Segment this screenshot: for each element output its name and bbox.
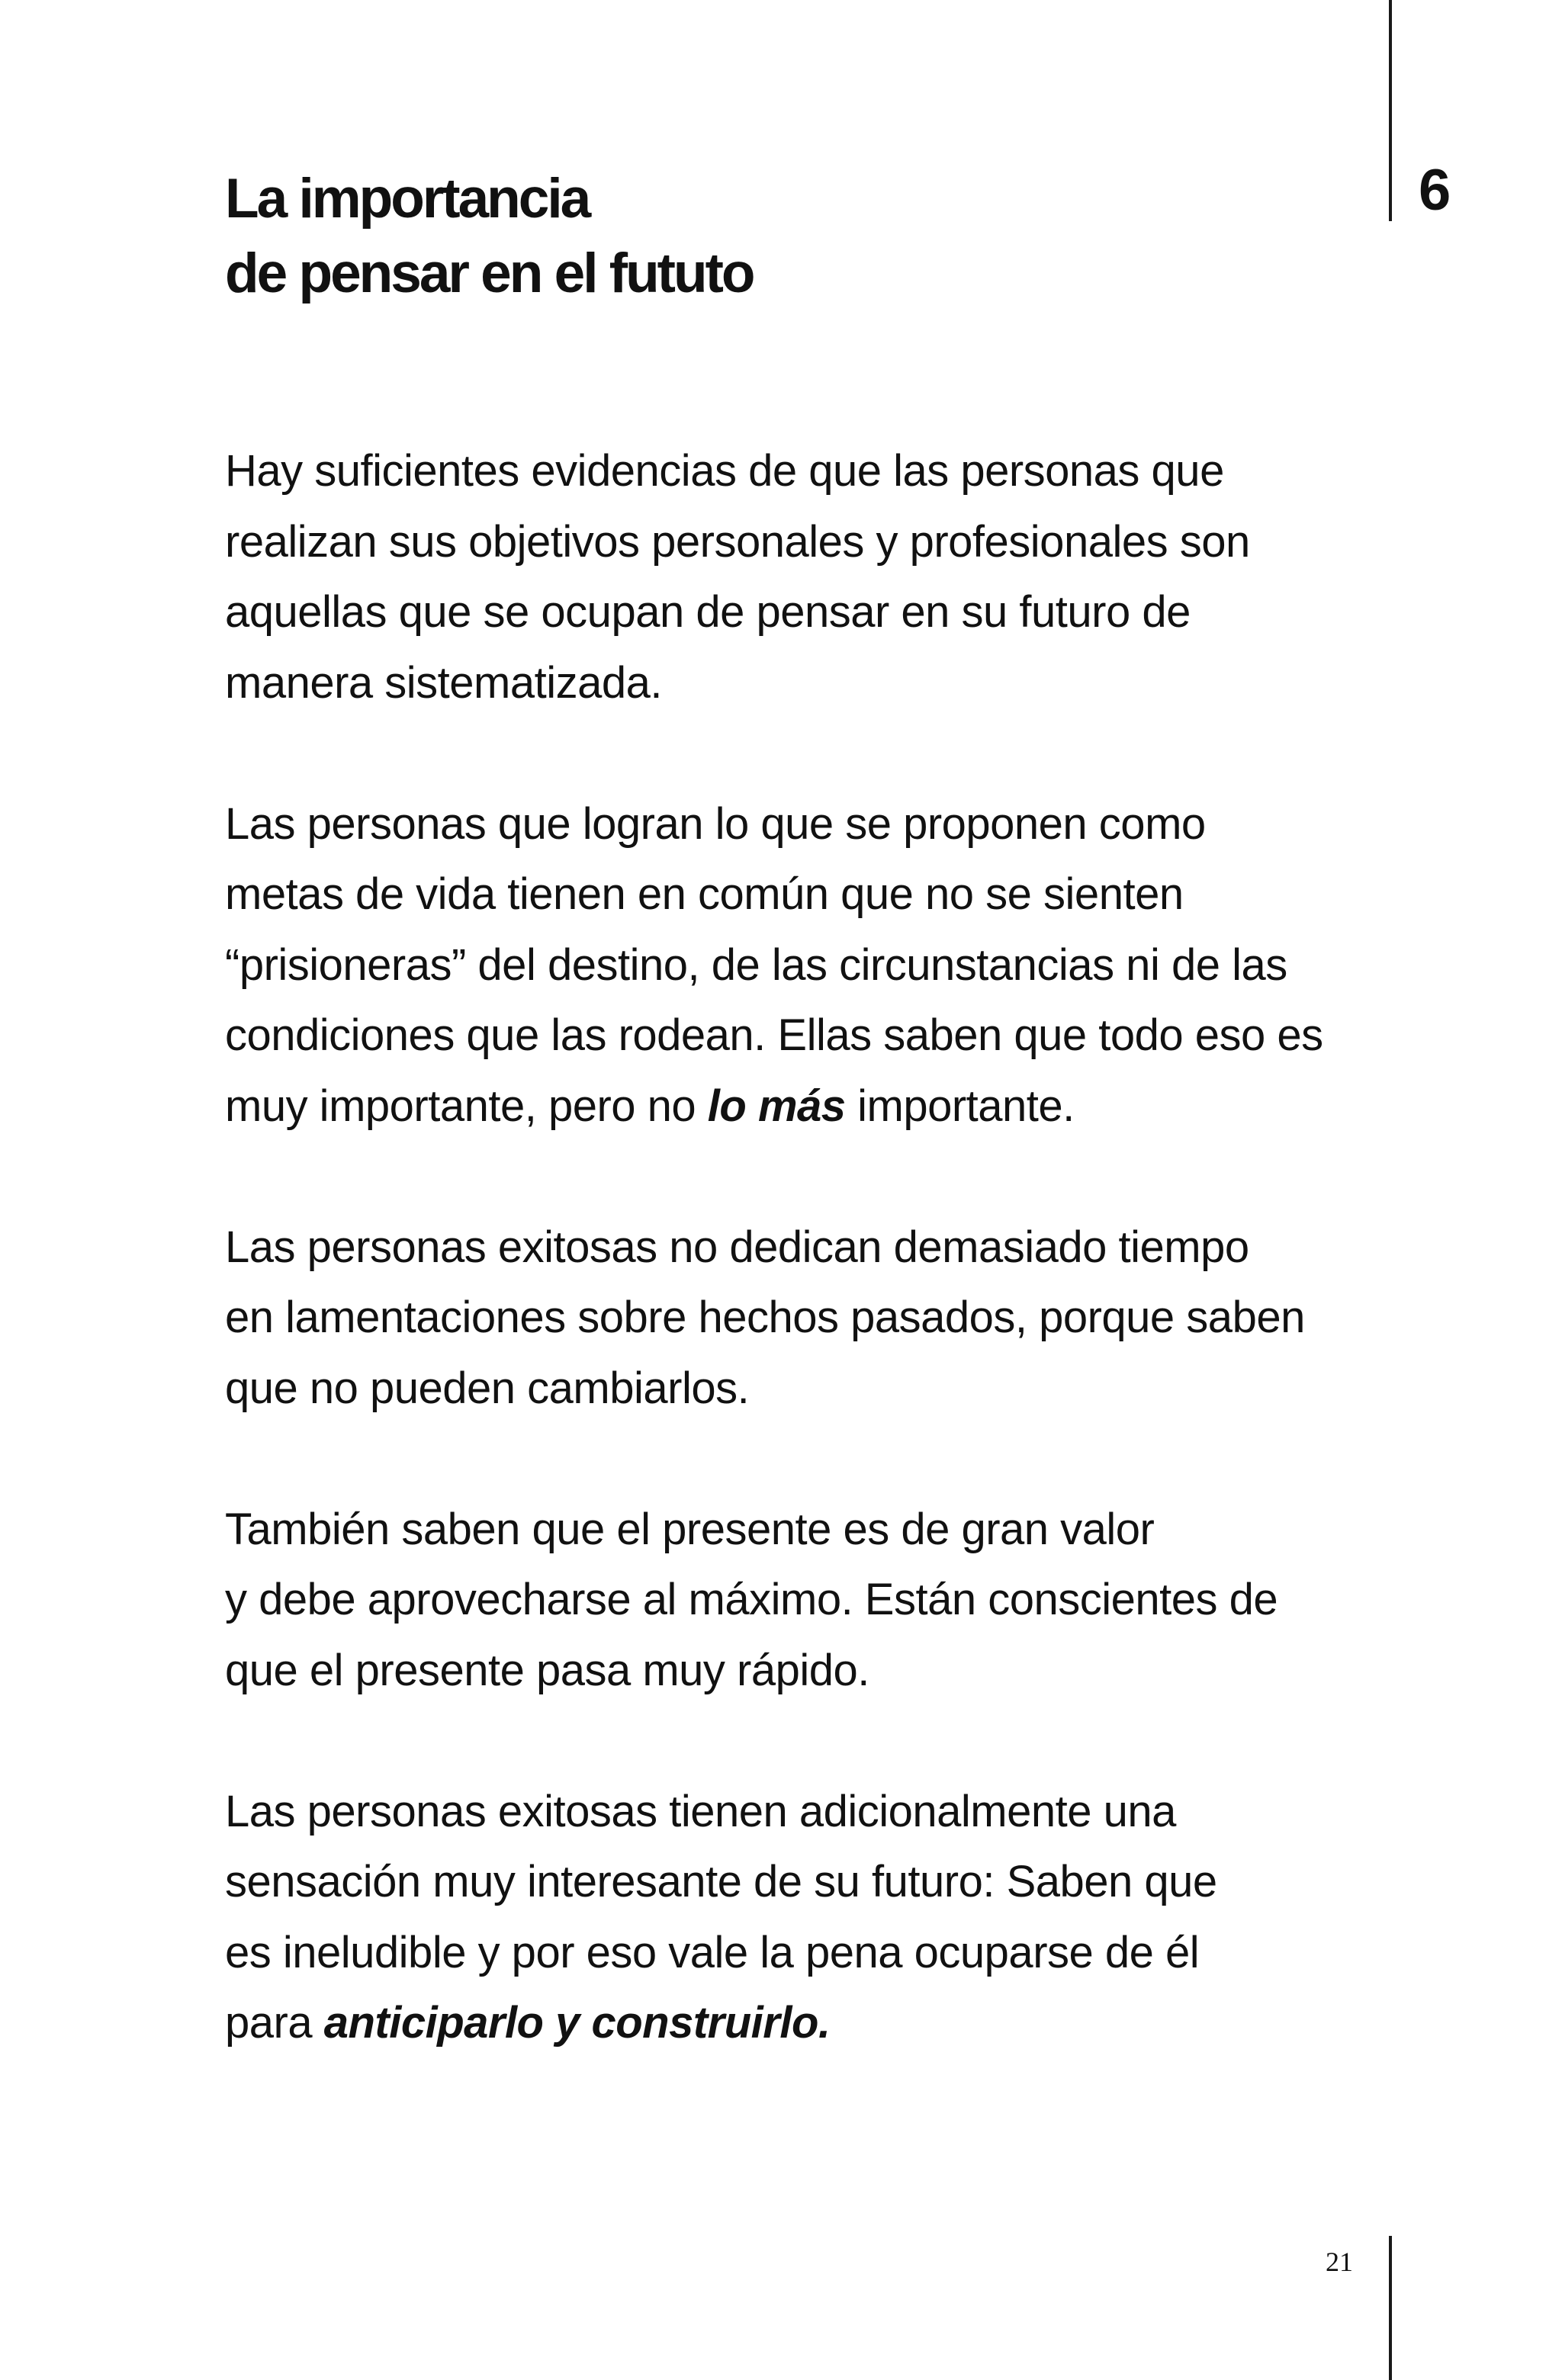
chapter-body (225, 436, 1400, 2059)
text-line: Hay suficientes evidencias de que las personas que (225, 446, 1224, 496)
chapter-number: 6 (1419, 158, 1451, 223)
text-line: metas de vida tienen en común que no se sienten (225, 869, 1184, 919)
chapter-title-line: de pensar en el fututo (225, 242, 754, 304)
text-line: que no pueden cambiarlos. (225, 1363, 750, 1413)
paragraph-3 (225, 1212, 1400, 1424)
emphasis-text: anticiparlo y construirlo. (323, 1998, 831, 2048)
emphasis-text: lo más (707, 1081, 846, 1131)
text-line: Las personas que logran lo que se proponen como (225, 798, 1206, 849)
text-line: “prisioneras” del destino, de las circunstancias ni de las (225, 939, 1287, 990)
chapter-title (225, 162, 753, 311)
text-run: importante. (845, 1081, 1075, 1131)
bottom-margin-rule (1389, 2236, 1392, 2380)
text-line: que el presente pasa muy rápido. (225, 1645, 869, 1695)
text-line: También saben que el presente es de gran valor (225, 1504, 1155, 1554)
text-line: condiciones que las rodean. Ellas saben que todo eso es (225, 1010, 1323, 1060)
text-line: manera sistematizada. (225, 657, 662, 708)
paragraph-1 (225, 436, 1400, 718)
text-run: muy importante, pero no (225, 1081, 708, 1131)
text-line: y debe aprovecharse al máximo. Están conscientes de (225, 1575, 1278, 1624)
text-line (225, 1988, 1400, 2059)
page-number: 21 (1326, 2247, 1353, 2277)
top-margin-rule (1389, 0, 1392, 221)
chapter-title-line: La importancia (225, 168, 590, 230)
text-line: sensación muy interesante de su futuro: Saben que (225, 1857, 1217, 1906)
text-line: Las personas exitosas no dedican demasiado tiempo (225, 1222, 1249, 1272)
text-line: Las personas exitosas tienen adicionalmente una (225, 1786, 1176, 1836)
paragraph-5 (225, 1777, 1400, 2059)
text-run: para (225, 1998, 324, 2048)
text-line: aquellas que se ocupan de pensar en su futuro de (225, 587, 1191, 637)
paragraph-4 (225, 1495, 1400, 1707)
text-line (225, 1071, 1400, 1142)
text-line: es ineludible y por eso vale la pena ocuparse de él (225, 1927, 1200, 1977)
text-line: realizan sus objetivos personales y profesionales son (225, 516, 1250, 567)
paragraph-2 (225, 789, 1400, 1142)
text-line: en lamentaciones sobre hechos pasados, porque saben (225, 1293, 1305, 1342)
